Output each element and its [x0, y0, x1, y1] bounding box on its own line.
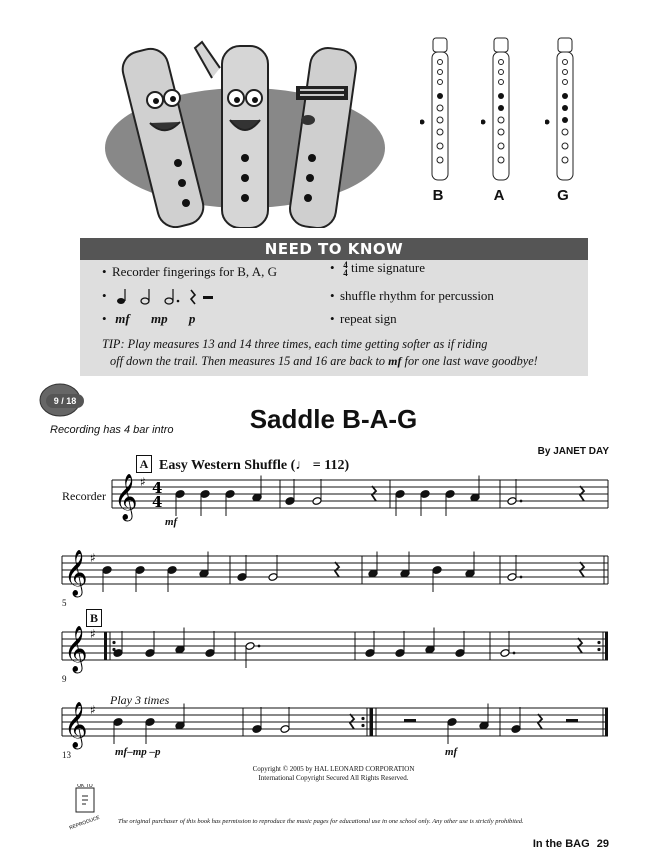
rehearsal-mark-a: A	[136, 455, 152, 473]
reproduction-notice: The original purchaser of this book has permission to reproduce the music pages for educational use in one school only. Any other use is strictly prohibited.	[118, 818, 524, 825]
key-sharp: ♯	[90, 551, 96, 565]
book-title: In the BAG	[532, 838, 590, 850]
dynamic-mp: mp	[150, 311, 168, 326]
measure-number-13: 13	[62, 750, 71, 760]
key-sharp: ♯	[90, 627, 96, 641]
quarter-rest	[335, 562, 339, 577]
treble-clef: 𝄞	[64, 702, 88, 748]
page-number: 29	[596, 838, 609, 850]
ntk-item-dynamics: • mf mp p	[102, 311, 196, 326]
composer-credit: By JANET DAY	[537, 446, 609, 457]
repeat-dot	[597, 648, 600, 651]
cd-track-badge: 9 / 18	[46, 394, 84, 408]
quarter-rest	[350, 714, 354, 729]
ok-to-reproduce-icon	[64, 784, 106, 832]
measure-number-5: 5	[62, 598, 67, 608]
quarter-rest	[538, 714, 542, 729]
page-footer	[533, 838, 609, 850]
instrument-label: Recorder	[62, 489, 106, 503]
ntk-item-repeat: • repeat sign	[330, 311, 397, 326]
note-dot	[520, 500, 523, 503]
quarter-rest	[580, 486, 584, 501]
repeat-dot	[361, 724, 364, 727]
key-sharp: ♯	[90, 703, 96, 717]
repeat-dot	[361, 717, 364, 720]
fingering-g-label: G	[557, 187, 569, 204]
note-dot	[520, 576, 523, 579]
dynamic-mf: mf	[115, 311, 130, 326]
ntk-item-note-values: •	[102, 288, 215, 306]
note-dot	[258, 645, 261, 648]
treble-clef: 𝄞	[114, 474, 138, 520]
barline-thick	[605, 632, 608, 660]
dynamic-p: p	[188, 311, 196, 326]
time-signature-bottom: 4	[152, 493, 163, 511]
treble-clef: 𝄞	[64, 550, 88, 596]
quarter-rest	[580, 562, 584, 577]
time-signature-icon: 4 4	[343, 260, 348, 279]
svg-text:REPRODUCE: REPRODUCE	[68, 814, 101, 832]
song-title: Saddle B-A-G	[249, 404, 418, 434]
quarter-rest	[372, 486, 376, 501]
half-rest	[404, 719, 416, 722]
key-sharp: ♯	[140, 475, 146, 489]
dynamic-start: mf	[165, 516, 178, 528]
fingering-a-label: A	[493, 187, 505, 204]
dynamic-line4: mf–mp –p	[115, 746, 161, 758]
copyright: Copyright © 2005 by HAL LEONARD CORPORATION International Copyright Secured All Rights Reserved.	[252, 765, 415, 782]
treble-clef: 𝄞	[64, 626, 88, 672]
repeat-dot	[597, 641, 600, 644]
play-times-instruction: Play 3 times	[110, 693, 170, 707]
ntk-item-shuffle: • shuffle rhythm for percussion	[330, 288, 494, 303]
tip-text: TIP: Play measures 13 and 14 three times, each time getting softer as if riding off down the trail. Then measures 15 and 16 are back to mf for one last wave goodbye!	[102, 337, 538, 368]
fingering-b-label: B	[432, 187, 444, 204]
barline-thick	[605, 708, 608, 736]
half-rest	[566, 719, 578, 722]
quarter-rest	[578, 638, 582, 653]
tempo-marking: Easy Western Shuffle (♩ = 112)	[159, 458, 350, 473]
note-dot	[513, 652, 516, 655]
recording-intro-note: Recording has 4 bar intro	[50, 424, 174, 436]
barline-thick	[370, 708, 373, 736]
rehearsal-mark-b: B	[86, 609, 102, 627]
repeat-dot	[112, 641, 115, 644]
ntk-item-time-signature: • 4 4 time signature	[330, 260, 426, 279]
dynamic-line4-end: mf	[445, 746, 458, 758]
repeat-start-thick	[104, 632, 107, 660]
svg-text:OK TO: OK TO	[77, 784, 93, 789]
need-to-know-title: NEED TO KNOW	[80, 238, 588, 260]
ntk-item-fingerings: • Recorder fingerings for B, A, G	[102, 264, 277, 279]
time-signature-top: 4	[152, 479, 163, 497]
measure-number-9: 9	[62, 674, 67, 684]
